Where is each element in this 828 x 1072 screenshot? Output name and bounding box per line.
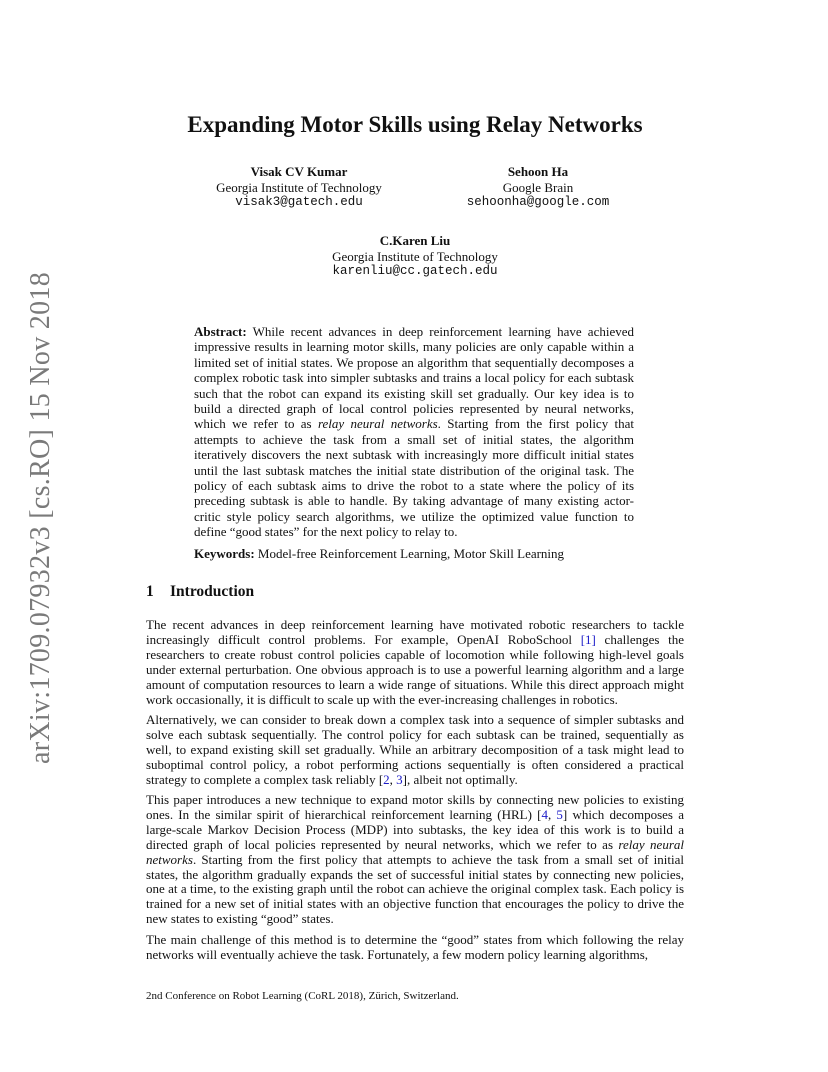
- author-ha: [432, 164, 644, 211]
- keywords-label: Keywords:: [194, 546, 255, 561]
- author-name: Visak CV Kumar: [250, 164, 348, 179]
- author-email[interactable]: visak3@gatech.edu: [235, 195, 363, 209]
- paragraph-emphasis: relay neural networks: [146, 836, 685, 867]
- paragraph-3: [146, 793, 684, 927]
- section-title: Introduction: [170, 583, 255, 600]
- abstract-emphasis: relay neural networks: [317, 416, 438, 432]
- arxiv-stamp-text: arXiv:1709.07932v3 [cs.RO] 15 Nov 2018: [25, 271, 56, 765]
- paragraph-text: This paper introduces a new technique to expand motor skills by connecting new policies to existing ones. In the similar spirit of hierarchical reinforcement learning (HRL) [: [146, 791, 684, 822]
- author-name: C.Karen Liu: [379, 233, 451, 248]
- author-name: Sehoon Ha: [507, 164, 569, 179]
- paragraph-1: [146, 618, 684, 707]
- keywords-text: Model-free Reinforcement Learning, Motor Skill Learning: [254, 546, 565, 561]
- abstract-text: While recent advances in deep reinforcement learning have achieved impressive results in learning motor skills, many policies are only capable within a limited set of initial states. We propose an algorithm that sequentially decomposes a complex robotic task into simpler subtasks and trains a local policy for each subtask such that the robot can expand its existing skill set gradually. Our key idea is to build a directed graph of local control policies represented by neural networks, which we refer to as: [194, 324, 634, 432]
- author-affiliation: Google Brain: [502, 179, 574, 195]
- paragraph-text: ], albeit not optimally.: [402, 771, 518, 787]
- conference-footer: 2nd Conference on Robot Learning (CoRL 2018), Zürich, Switzerland.: [146, 990, 459, 1002]
- author-kumar: [176, 164, 422, 211]
- citation-link[interactable]: 3: [396, 771, 403, 787]
- abstract: [194, 324, 634, 540]
- paragraph-text: Alternatively, we can consider to break down a complex task into a sequence of simpler subtasks and solve each subtask sequentially. The control policy for each subtask can be trained, sequentially as well, to expand existing skill set gradually. While an arbitrary decomposition of a task might lead to suboptimal control policy, a robot performing actions sequentially is often considered a practical strategy to complete a complex task reliably [: [146, 711, 684, 787]
- keywords: [194, 546, 634, 561]
- paragraph-text: ] which decomposes a large-scale Markov Decision Process (MDP) into subtasks, the key idea of this work is to build a directed graph of local policies represented by neural networks, which we refer to as: [146, 806, 684, 852]
- author-affiliation: Georgia Institute of Technology: [216, 179, 382, 195]
- paper-title: Expanding Motor Skills using Relay Networks: [187, 112, 643, 137]
- author-liu: [292, 233, 538, 280]
- paragraph-text: The recent advances in deep reinforcement learning have motivated robotic researchers to tackle increasingly difficult control problems. For example, OpenAI RoboSchool: [146, 617, 684, 647]
- citation-link[interactable]: 5: [556, 806, 563, 822]
- paragraph-4: [146, 933, 684, 963]
- section-number: 1: [146, 583, 154, 600]
- paragraph-text: ,: [547, 806, 557, 822]
- paragraph-2: [146, 713, 684, 788]
- paragraph-text: challenges the researchers to create robust control policies capable of locomotion while following high-level goals under external perturbation. One obvious approach is to use a powerful learning algorithm and a large amount of computation resources to learn a wide range of situations. While this direct approach might work occasionally, it is difficult to scale up with the ever-increasing challenges in robotics.: [146, 631, 684, 707]
- introduction-body: [146, 618, 684, 968]
- citation-link[interactable]: 4: [541, 806, 548, 822]
- citation-link[interactable]: [1]: [580, 631, 596, 647]
- section-heading: [146, 583, 254, 601]
- paragraph-text: . Starting from the first policy that attempts to achieve the task from a small set of initial states, the algorithm gradually expands the set of successful initial states by connecting new policies, one at a time, to the existing graph until the robot can achieve the original complex task. Each policy is trained for a new set of initial states with an objective function that encourages the policy to drive the new states to existing “good” states.: [146, 851, 684, 927]
- abstract-text-end: . Starting from the first policy that attempts to achieve the task from a small set of initial states, the algorithm iteratively discovers the next subtask with increasingly more difficult initial states until the last subtask matches the initial state distribution of the original task. The policy of each subtask aims to drive the robot to a state where the policy of its preceding subtask is able to handle. By taking advantage of many existing actor-critic style policy search algorithms, we utilize the optimized value function to define “good states” for the next policy to relay to.: [194, 416, 634, 540]
- abstract-label: Abstract:: [194, 324, 247, 339]
- arxiv-stamp: [22, 268, 60, 768]
- author-email[interactable]: sehoonha@google.com: [466, 195, 610, 209]
- paragraph-text: The main challenge of this method is to determine the “good” states from which following the relay networks will eventually achieve the task. Fortunately, a few modern policy learning algorithms,: [146, 931, 684, 962]
- citation-link[interactable]: 2: [383, 771, 390, 787]
- author-email[interactable]: karenliu@cc.gatech.edu: [332, 264, 498, 278]
- author-affiliation: Georgia Institute of Technology: [332, 248, 498, 264]
- paragraph-text: ,: [389, 771, 397, 787]
